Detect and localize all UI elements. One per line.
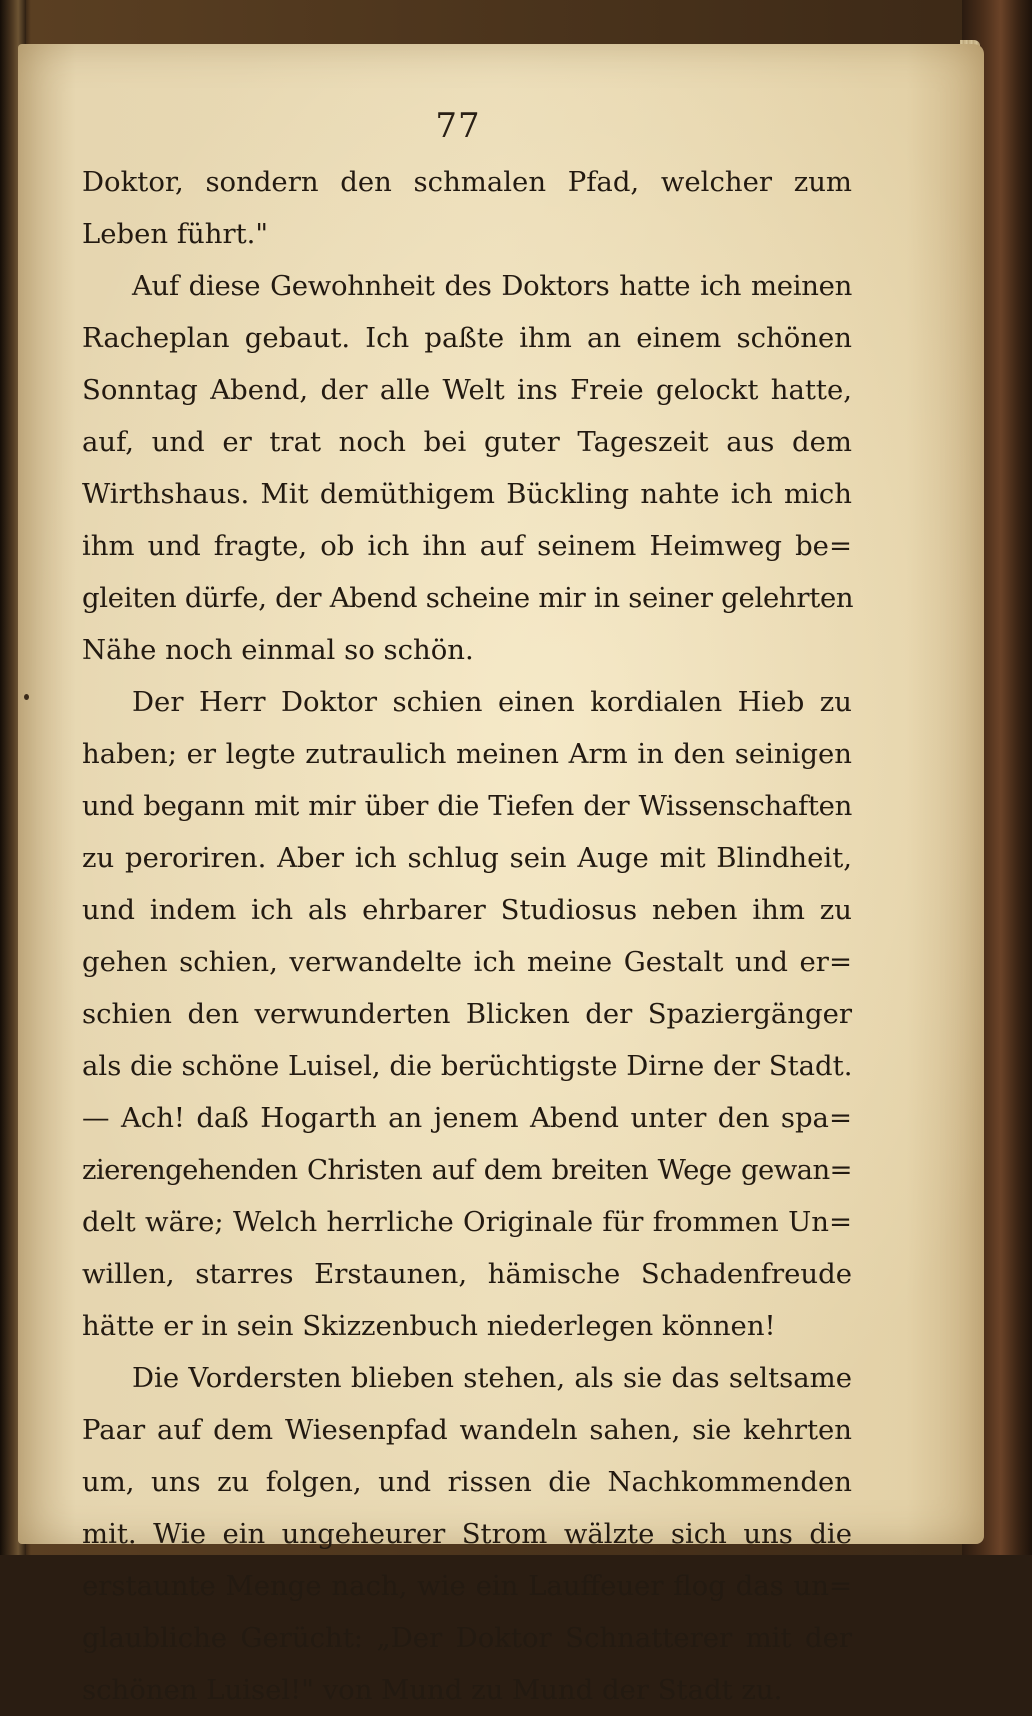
- text-line: Leben führt.": [82, 218, 269, 250]
- text-line: willen, starres Erstaunen, hämische Schadenfreude: [82, 1258, 852, 1290]
- text-line: Nähe noch einmal so schön.: [82, 634, 474, 666]
- page-number: 77: [435, 106, 481, 146]
- text-line: Die Vordersten blieben stehen, als sie das seltsame: [132, 1362, 852, 1394]
- text-line: gehen schien, verwandelte ich meine Gestalt und er=: [82, 946, 852, 978]
- text-line: haben; er legte zutraulich meinen Arm in den seinigen: [82, 738, 852, 770]
- text-line: Doktor, sondern den schmalen Pfad, welcher zum: [82, 166, 852, 198]
- text-line: erstaunte Menge nach, wie ein Lauffeuer flog das un=: [82, 1570, 852, 1602]
- text-line: als die schöne Luisel, die berüchtigste Dirne der Stadt.: [82, 1050, 853, 1082]
- ink-speck: [24, 694, 29, 700]
- text-line: schönen Luisel!" von Mund zu Mund der Stadt zu.: [82, 1674, 783, 1706]
- text-line: Paar auf dem Wiesenpfad wandeln sahen, sie kehrten: [82, 1414, 852, 1446]
- text-line: Wirthshaus. Mit demüthigem Bückling nahte ich mich: [82, 478, 852, 510]
- text-line: zierengehenden Christen auf dem breiten Wege gewan=: [82, 1154, 852, 1186]
- text-line: Racheplan gebaut. Ich paßte ihm an einem schönen: [82, 322, 852, 354]
- text-line: Der Herr Doktor schien einen kordialen Hieb zu: [132, 686, 852, 718]
- text-line: Sonntag Abend, der alle Welt ins Freie gelockt hatte,: [82, 374, 852, 406]
- text-line: gleiten dürfe, der Abend scheine mir in seiner gelehrten: [82, 582, 854, 614]
- text-line: Auf diese Gewohnheit des Doktors hatte ich meinen: [132, 270, 852, 302]
- text-line: und indem ich als ehrbarer Studiosus neben ihm zu: [82, 894, 852, 926]
- text-line: — Ach! daß Hogarth an jenem Abend unter den spa=: [82, 1102, 852, 1134]
- text-line: und begann mit mir über die Tiefen der Wissenschaften: [82, 790, 852, 822]
- text-line: delt wäre; Welch herrliche Originale für frommen Un=: [82, 1206, 852, 1238]
- text-line: mit. Wie ein ungeheurer Strom wälzte sich uns die: [82, 1518, 852, 1550]
- book-page: [18, 44, 984, 1706]
- text-line: zu peroriren. Aber ich schlug sein Auge mit Blindheit,: [82, 842, 852, 874]
- text-line: glaubliche Gerücht: „Der Doktor Schnatterer mit der: [82, 1622, 852, 1654]
- text-line: hätte er in sein Skizzenbuch niederlegen können!: [82, 1310, 776, 1342]
- text-line: ihm und fragte, ob ich ihn auf seinem Heimweg be=: [82, 530, 852, 562]
- text-line: um, uns zu folgen, und rissen die Nachkommenden: [82, 1466, 852, 1498]
- text-line: schien den verwunderten Blicken der Spaziergänger: [82, 998, 852, 1030]
- text-line: auf, und er trat noch bei guter Tageszeit aus dem: [82, 426, 852, 458]
